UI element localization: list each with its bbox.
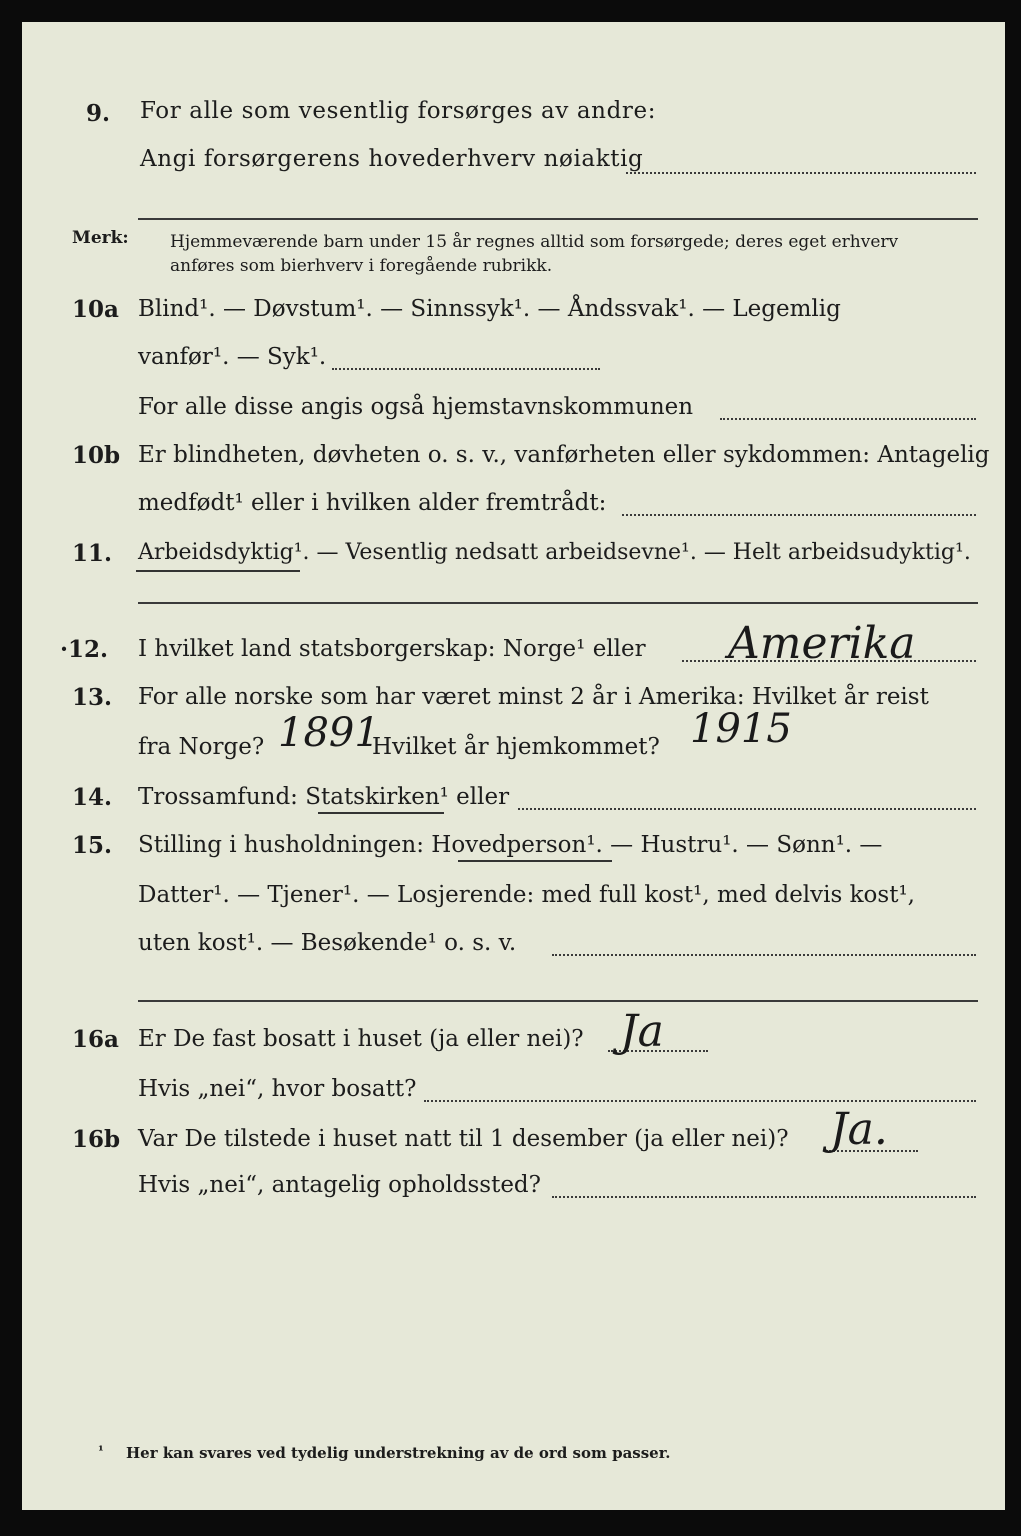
q14-number: 14. [72, 784, 113, 811]
q12-handwritten-answer: Amerika [728, 618, 916, 669]
q9-line1: For alle som vesentlig forsørges av andre: [140, 98, 657, 124]
q13-line2a: fra Norge? [138, 734, 265, 760]
q14-answer-line [518, 808, 976, 810]
q9-number: 9. [86, 100, 111, 127]
q9-answer-line [626, 172, 976, 174]
q15-line3: uten kost¹. — Besøkende¹ o. s. v. [138, 930, 517, 956]
q10b-line2: medfødt¹ eller i hvilken alder fremtrådt: [138, 490, 607, 516]
q16b-line1: Var De tilstede i huset natt til 1 desember (ja eller nei)? [138, 1126, 789, 1152]
q10a-line3: For alle disse angis også hjemstavnskommunen [138, 394, 694, 420]
merk-line1: Hjemmeværende barn under 15 år regnes alltid som forsørgede; deres eget erhverv [170, 232, 899, 252]
q10b-number: 10b [72, 442, 121, 469]
q16a-line1: Er De fast bosatt i huset (ja eller nei)? [138, 1026, 584, 1052]
q11-text: Arbeidsdyktig¹. — Vesentlig nedsatt arbeidsevne¹. — Helt arbeidsudyktig¹. [138, 540, 971, 565]
q12-number: ·12. [60, 636, 109, 663]
q13-handwritten-year-return: 1915 [690, 706, 792, 752]
q13-handwritten-year-left: 1891 [278, 710, 380, 756]
q16b-line2: Hvis „nei“, antagelig opholdssted? [138, 1172, 541, 1198]
footnote-text: Her kan svares ved tydelig understrekning av de ord som passer. [126, 1444, 671, 1462]
census-form-page [22, 22, 1005, 1510]
q16a-number: 16a [72, 1026, 119, 1053]
q10a-number: 10a [72, 296, 119, 323]
q16b-number: 16b [72, 1126, 121, 1153]
q11-number: 11. [72, 540, 113, 567]
q13-line1: For alle norske som har været minst 2 år i Amerika: Hvilket år reist [138, 684, 929, 710]
q16b-handwritten-answer: Ja. [830, 1104, 888, 1155]
q16a-line2: Hvis „nei“, hvor bosatt? [138, 1076, 417, 1102]
q12-text: I hvilket land statsborgerskap: Norge¹ eller [138, 636, 646, 662]
q11-blank-line [138, 602, 978, 604]
q15-underline-hovedperson [458, 860, 612, 862]
q16a-handwritten-answer: Ja [620, 1006, 664, 1057]
q14-underline-statskirken [318, 812, 444, 814]
q13-line2b: Hvilket år hjemkommet? [372, 734, 660, 760]
q9-line2: Angi forsørgerens hovederhverv nøiaktig [140, 146, 644, 172]
q9-blank-line [138, 218, 978, 220]
q10a-syk-line [332, 368, 600, 370]
q15-line2: Datter¹. — Tjener¹. — Losjerende: med full kost¹, med delvis kost¹, [138, 882, 915, 908]
q11-underline-arbeidsdyktig [136, 570, 300, 572]
merk-label: Merk: [72, 228, 129, 248]
q10a-kommune-line [720, 418, 976, 420]
q15-line1: Stilling i husholdningen: Hovedperson¹. — Hustru¹. — Sønn¹. — [138, 832, 883, 858]
q16b-opholdssted-line [552, 1196, 976, 1198]
footnote-mark: ¹ [98, 1444, 104, 1459]
q10b-answer-line [622, 514, 976, 516]
q13-number: 13. [72, 684, 113, 711]
q15-answer-line [552, 954, 976, 956]
q10b-line1: Er blindheten, døvheten o. s. v., vanførheten eller sykdommen: Antagelig [138, 442, 990, 468]
q15-number: 15. [72, 832, 113, 859]
q10a-line1: Blind¹. — Døvstum¹. — Sinnssyk¹. — Åndssvak¹. — Legemlig [138, 296, 841, 322]
merk-line2: anføres som bierhverv i foregående rubrikk. [170, 256, 553, 276]
q10a-line2: vanfør¹. — Syk¹. [138, 344, 327, 370]
q14-text: Trossamfund: Statskirken¹ eller [138, 784, 510, 810]
q16a-bosatt-line [424, 1100, 976, 1102]
q15-blank-line [138, 1000, 978, 1002]
